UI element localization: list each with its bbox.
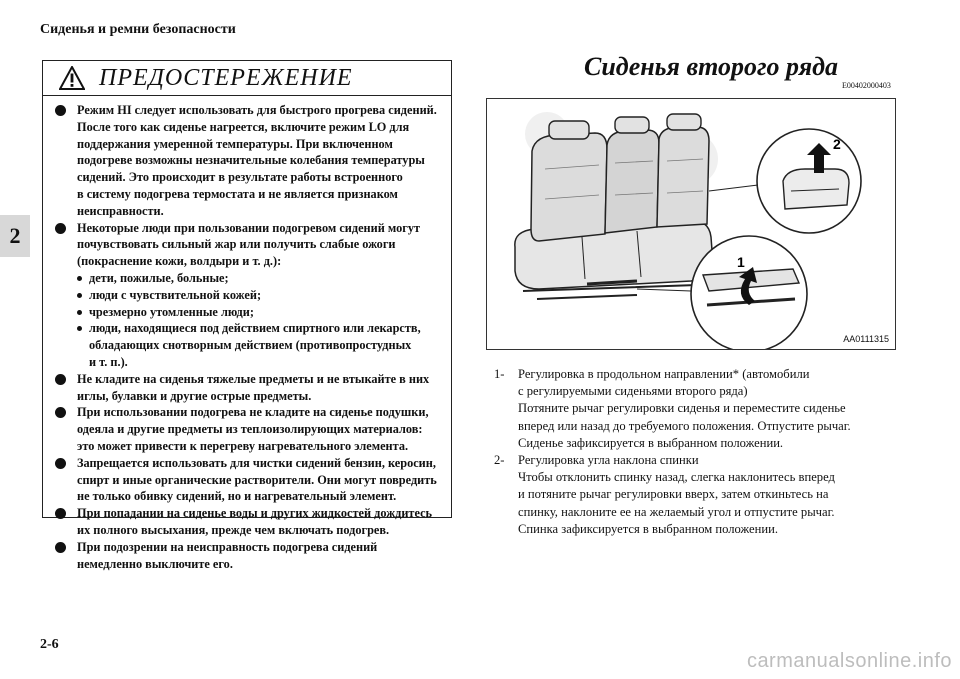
bullet-icon bbox=[55, 542, 66, 553]
warning-subline: обладающих снотворным действием (противопростудных bbox=[89, 338, 412, 353]
instruction-line: с регулируемыми сиденьями второго ряда) bbox=[518, 384, 748, 399]
sub-bullet-icon bbox=[77, 276, 82, 281]
warning-line: Не кладите на сиденья тяжелые предметы и не втыкайте в них bbox=[77, 371, 430, 386]
warning-subitem bbox=[77, 304, 441, 321]
warning-item bbox=[53, 371, 441, 405]
instruction-line: Регулировка в продольном направлении* (автомобили bbox=[518, 367, 810, 381]
warning-line: Некоторые люди при пользовании подогревом сидений могут bbox=[77, 220, 421, 235]
instruction-item bbox=[494, 452, 904, 538]
bullet-icon bbox=[55, 223, 66, 234]
warning-item bbox=[53, 505, 441, 539]
instruction-list bbox=[494, 366, 904, 538]
seat-illustration bbox=[486, 98, 896, 350]
instruction-number: 2- bbox=[494, 453, 505, 468]
warning-line: их полного высыхания, прежде чем включать подогрев. bbox=[77, 522, 390, 537]
warning-line: иглы, булавки и другие острые предметы. bbox=[77, 388, 312, 403]
warning-item bbox=[53, 455, 441, 505]
warning-line: Запрещается использовать для чистки сидений бензин, керосин, bbox=[77, 455, 436, 470]
warning-line: При использовании подогрева не кладите на сиденье подушки, bbox=[77, 405, 429, 420]
warning-line: поддержания умеренной температуры. При включенном bbox=[77, 136, 393, 151]
warning-item bbox=[53, 220, 441, 371]
sub-bullet-icon bbox=[77, 310, 82, 315]
warning-item bbox=[53, 539, 441, 573]
section-title: Сиденья второго ряда bbox=[584, 52, 838, 81]
instruction-number: 1- bbox=[494, 367, 505, 381]
warning-sublist bbox=[77, 270, 441, 371]
instruction-line: Сиденье зафиксируется в выбранном положении. bbox=[518, 435, 784, 450]
instruction-line: Потяните рычаг регулировки сиденья и переместите сиденье bbox=[518, 401, 846, 416]
sub-bullet-icon bbox=[77, 326, 82, 331]
warning-item bbox=[53, 102, 441, 220]
warning-line: При попадании на сиденье воды и других жидкостей дождитесь bbox=[77, 506, 433, 521]
chapter-tab: 2 bbox=[0, 215, 30, 257]
warning-line: (покраснение кожи, волдыри и т. д.): bbox=[77, 254, 282, 269]
warning-subitem bbox=[77, 287, 441, 304]
figure-code: AA0111315 bbox=[843, 334, 889, 344]
warning-subline: люди, находящиеся под действием спиртного или лекарств, bbox=[89, 321, 421, 336]
page-number: 2-6 bbox=[40, 637, 59, 652]
warning-line: это может привести к перегреву нагревательного элемента. bbox=[77, 438, 409, 453]
warning-subline: и т. п.). bbox=[89, 354, 128, 369]
bullet-icon bbox=[55, 374, 66, 385]
page-header-title: Сиденья и ремни безопасности bbox=[40, 22, 236, 37]
sub-bullet-icon bbox=[77, 293, 82, 298]
warning-subline: люди с чувствительной кожей; bbox=[89, 287, 262, 302]
warning-item bbox=[53, 404, 441, 454]
bullet-icon bbox=[55, 407, 66, 418]
warning-line: в систему подогрева термостата и не является признаком bbox=[77, 186, 398, 201]
warning-subitem bbox=[77, 320, 441, 370]
warning-line: Режим HI следует использовать для быстрого прогрева сидений. bbox=[77, 103, 437, 117]
bullet-icon bbox=[55, 458, 66, 469]
section-code: E00402000403 bbox=[842, 81, 891, 90]
instruction-line: Чтобы отклонить спинку назад, слегка наклонитесь вперед bbox=[518, 470, 835, 485]
bullet-icon bbox=[55, 105, 66, 116]
warning-box bbox=[42, 60, 452, 571]
warning-line: неисправности. bbox=[77, 203, 164, 218]
bullet-icon bbox=[55, 508, 66, 519]
warning-line: одеяла и другие предметы из теплоизолирующих материалов: bbox=[77, 422, 423, 437]
warning-line: почувствовать сильный жар или получить слабые ожоги bbox=[77, 237, 396, 252]
warning-triangle-icon bbox=[59, 66, 85, 90]
warning-line: После того как сиденье нагреется, включите режим LO для bbox=[77, 119, 410, 134]
warning-line: подогреве возможны незначительные колебания температуры bbox=[77, 153, 425, 168]
warning-subitem bbox=[77, 270, 441, 287]
warning-title: ПРЕДОСТЕРЕЖЕНИЕ bbox=[99, 64, 353, 91]
watermark-text: carmanualsonline.info bbox=[746, 650, 952, 672]
callout-2-label: 2 bbox=[833, 136, 841, 152]
instruction-line: вперед или назад до требуемого положения. Отпустите рычаг. bbox=[518, 418, 851, 433]
warning-line: сидений. Это происходит в результате работы встроенного bbox=[77, 170, 403, 185]
seat-drawing bbox=[487, 99, 896, 350]
warning-line: спирт и иные органические растворители. Они могут повредить bbox=[77, 472, 437, 487]
callout-1-label: 1 bbox=[737, 254, 745, 270]
warning-list bbox=[43, 96, 451, 572]
warning-line: не только обивку сидений, но и нагревательный элемент. bbox=[77, 489, 397, 504]
warning-subline: чрезмерно утомленные люди; bbox=[89, 304, 254, 319]
instruction-line: спинку, наклоните ее на желаемый угол и отпустите рычаг. bbox=[518, 504, 835, 519]
instruction-line: Спинка зафиксируется в выбранном положении. bbox=[518, 521, 779, 536]
warning-line: При подозрении на неисправность подогрева сидений bbox=[77, 539, 378, 554]
warning-line: немедленно выключите его. bbox=[77, 556, 233, 571]
instruction-line: и потяните рычаг регулировки вверх, затем откиньтесь на bbox=[518, 487, 829, 502]
instruction-line: Регулировка угла наклона спинки bbox=[518, 453, 699, 468]
instruction-item bbox=[494, 366, 904, 452]
warning-header bbox=[43, 61, 451, 96]
warning-subline: дети, пожилые, больные; bbox=[89, 270, 229, 285]
